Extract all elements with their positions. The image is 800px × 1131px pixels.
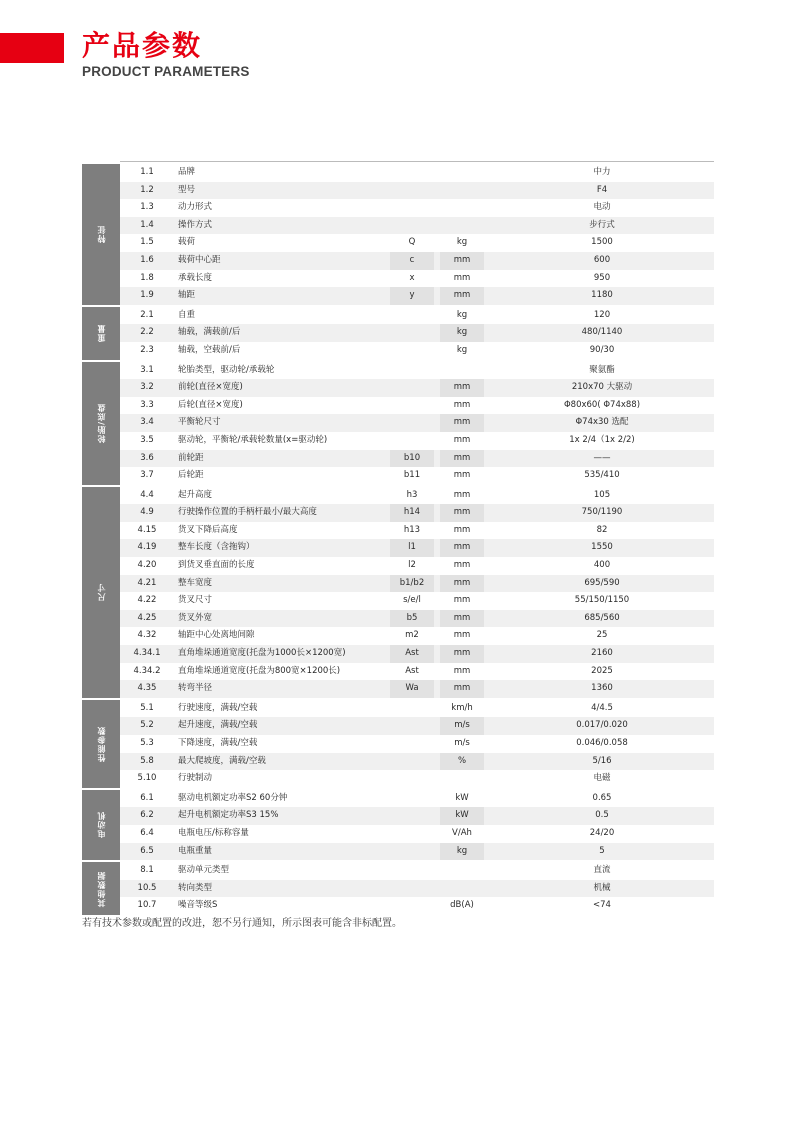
row-number: 8.1 xyxy=(140,865,154,876)
row-parameter: 直角堆垛通道宽度(托盘为1000长×1200宽) xyxy=(178,648,346,659)
row-unit: mm xyxy=(440,627,484,645)
row-value: Φ80x60( Φ74x88) xyxy=(563,399,641,410)
row-value: 0.5 xyxy=(595,810,609,821)
table-row xyxy=(120,522,714,540)
row-symbol: h3 xyxy=(390,487,434,505)
row-number: 6.1 xyxy=(140,792,154,803)
row-parameter: 驱动轮，平衡轮/承载轮数量(x=驱动轮) xyxy=(178,434,328,445)
row-unit: mm xyxy=(440,680,484,698)
row-number: 5.8 xyxy=(140,755,154,766)
row-parameter: 操作方式 xyxy=(178,219,213,230)
row-value: 25 xyxy=(596,630,608,641)
spec-group xyxy=(82,790,714,860)
row-value: 电动 xyxy=(593,202,611,213)
row-unit: kg xyxy=(440,307,484,325)
row-parameter: 轴载，满载前/后 xyxy=(178,327,241,338)
row-value: 600 xyxy=(593,254,611,265)
row-value: 90/30 xyxy=(589,344,615,355)
row-unit: mm xyxy=(440,487,484,505)
table-row xyxy=(120,897,714,915)
table-row xyxy=(120,663,714,681)
row-parameter: 后轮距 xyxy=(178,470,204,481)
row-unit: kg xyxy=(440,342,484,360)
row-unit: kg xyxy=(440,843,484,861)
table-row xyxy=(120,645,714,663)
table-row xyxy=(120,610,714,628)
row-number: 1.2 xyxy=(140,184,154,195)
row-value: —— xyxy=(593,452,611,463)
row-parameter: 动力形式 xyxy=(178,202,213,213)
row-unit: mm xyxy=(440,397,484,415)
row-number: 6.2 xyxy=(140,810,154,821)
row-unit: V/Ah xyxy=(440,825,484,843)
table-row xyxy=(120,557,714,575)
row-symbol: x xyxy=(390,270,434,288)
row-number: 4.22 xyxy=(137,595,157,606)
row-unit: dB(A) xyxy=(440,897,484,915)
table-row xyxy=(120,362,714,380)
group-label xyxy=(82,487,120,698)
table-row xyxy=(120,199,714,217)
group-label xyxy=(82,700,120,788)
row-parameter: 轴距中心处离地间隙 xyxy=(178,630,255,641)
row-number: 4.19 xyxy=(137,542,157,553)
row-unit: mm xyxy=(440,645,484,663)
table-row xyxy=(120,414,714,432)
row-number: 4.32 xyxy=(137,630,157,641)
row-parameter: 轴距 xyxy=(178,290,196,301)
table-row xyxy=(120,234,714,252)
row-symbol: s/e/l xyxy=(390,592,434,610)
row-symbol: b11 xyxy=(390,467,434,485)
row-number: 10.7 xyxy=(137,900,157,911)
row-number: 1.5 xyxy=(140,237,154,248)
group-label-text: 性能参数 xyxy=(96,725,106,762)
row-symbol: l1 xyxy=(390,539,434,557)
row-number: 2.2 xyxy=(140,327,154,338)
row-unit: mm xyxy=(440,522,484,540)
page-subtitle: PRODUCT PARAMETERS xyxy=(82,64,250,79)
row-unit: mm xyxy=(440,592,484,610)
row-value: Φ74x30 选配 xyxy=(575,417,629,428)
row-number: 4.25 xyxy=(137,612,157,623)
row-number: 3.2 xyxy=(140,382,154,393)
row-parameter: 品牌 xyxy=(178,167,196,177)
row-parameter: 电瓶重量 xyxy=(178,845,213,856)
group-label-text: 特征 xyxy=(96,225,106,244)
table-row xyxy=(120,379,714,397)
table-row xyxy=(120,735,714,753)
row-number: 1.6 xyxy=(140,254,154,265)
row-unit: m/s xyxy=(440,717,484,735)
row-value: 695/590 xyxy=(584,577,620,588)
row-number: 3.7 xyxy=(140,470,154,481)
row-unit: km/h xyxy=(440,700,484,718)
group-label-text: 尺寸 xyxy=(96,583,106,602)
group-rows xyxy=(120,164,714,305)
table-row xyxy=(120,862,714,880)
table-row xyxy=(120,270,714,288)
table-row xyxy=(120,217,714,235)
row-number: 3.5 xyxy=(140,434,154,445)
row-symbol: h14 xyxy=(390,504,434,522)
table-row xyxy=(120,592,714,610)
row-number: 4.15 xyxy=(137,524,157,535)
row-value: 4/4.5 xyxy=(591,702,613,713)
table-row xyxy=(120,164,714,182)
row-number: 4.34.1 xyxy=(133,648,161,659)
row-unit: mm xyxy=(440,287,484,305)
row-parameter: 平衡轮尺寸 xyxy=(178,417,221,428)
group-label-text: 重量 xyxy=(96,324,106,343)
row-value: 2160 xyxy=(591,648,613,659)
row-unit: mm xyxy=(440,467,484,485)
row-number: 1.9 xyxy=(140,290,154,301)
row-parameter: 直角堆垛通道宽度(托盘为800宽×1200长) xyxy=(178,665,341,676)
row-value: 55/150/1150 xyxy=(574,595,630,606)
row-value: 400 xyxy=(593,560,611,571)
row-value: 5 xyxy=(599,845,605,856)
row-value: F4 xyxy=(596,184,608,195)
row-value: 210x70 大驱动 xyxy=(571,382,633,393)
table-row xyxy=(120,753,714,771)
table-top-rule xyxy=(120,161,714,162)
table-row xyxy=(120,770,714,788)
group-rows xyxy=(120,362,714,485)
table-row xyxy=(120,182,714,200)
row-value: 电磁 xyxy=(593,773,611,784)
row-value: 步行式 xyxy=(589,219,615,230)
row-unit: mm xyxy=(440,414,484,432)
group-label-text: 电动机 xyxy=(96,811,106,839)
table-row xyxy=(120,252,714,270)
row-parameter: 轴载，空载前/后 xyxy=(178,344,241,355)
row-value: 1360 xyxy=(591,683,613,694)
row-number: 5.10 xyxy=(137,773,157,784)
row-symbol: b5 xyxy=(390,610,434,628)
row-symbol: m2 xyxy=(390,627,434,645)
table-row xyxy=(120,504,714,522)
table-row xyxy=(120,467,714,485)
row-parameter: 前轮距 xyxy=(178,452,204,463)
row-number: 5.3 xyxy=(140,738,154,748)
group-label-text: 轮胎/底盘 xyxy=(96,403,106,444)
spec-group xyxy=(82,362,714,485)
row-value: 聚氨酯 xyxy=(589,364,615,375)
row-value: 950 xyxy=(593,272,611,283)
row-value: 82 xyxy=(596,524,608,535)
row-symbol: l2 xyxy=(390,557,434,575)
row-symbol: c xyxy=(390,252,434,270)
row-symbol: b10 xyxy=(390,450,434,468)
row-parameter: 起升速度，满载/空载 xyxy=(178,720,258,731)
row-unit: mm xyxy=(440,504,484,522)
table-row xyxy=(120,397,714,415)
row-number: 5.1 xyxy=(140,702,154,713)
spec-group xyxy=(82,862,714,915)
row-unit: kg xyxy=(440,234,484,252)
row-number: 6.5 xyxy=(140,845,154,856)
row-symbol: Ast xyxy=(390,645,434,663)
row-parameter: 前轮(直径×宽度) xyxy=(178,382,243,393)
group-label-text: 其他数据 xyxy=(96,870,106,907)
row-parameter: 起升电机额定功率S3 15% xyxy=(178,810,279,821)
group-rows xyxy=(120,862,714,915)
table-row xyxy=(120,790,714,808)
row-parameter: 载荷中心距 xyxy=(178,254,221,265)
row-value: 1500 xyxy=(591,237,613,248)
group-rows xyxy=(120,790,714,860)
row-parameter: 噪音等级S xyxy=(178,900,218,911)
table-row xyxy=(120,700,714,718)
row-value: 0.65 xyxy=(592,792,612,803)
row-parameter: 整车长度（含拖钩） xyxy=(178,542,255,553)
row-value: 1550 xyxy=(591,542,613,553)
row-unit: mm xyxy=(440,557,484,575)
row-parameter: 到货叉垂直面的长度 xyxy=(178,560,255,571)
row-unit: mm xyxy=(440,252,484,270)
spec-group xyxy=(82,487,714,698)
table-row xyxy=(120,807,714,825)
row-value: 5/16 xyxy=(592,755,612,766)
row-number: 4.20 xyxy=(137,560,157,571)
row-parameter: 承载长度 xyxy=(178,272,213,283)
row-number: 4.34.2 xyxy=(133,665,161,676)
row-parameter: 驱动电机额定功率S2 60分钟 xyxy=(178,792,288,803)
table-row xyxy=(120,307,714,325)
row-number: 3.6 xyxy=(140,452,154,463)
table-row xyxy=(120,487,714,505)
row-number: 2.3 xyxy=(140,344,154,355)
row-parameter: 转向类型 xyxy=(178,882,213,893)
table-row xyxy=(120,717,714,735)
row-value: 535/410 xyxy=(584,470,620,481)
row-number: 10.5 xyxy=(137,882,157,893)
row-parameter: 自重 xyxy=(178,309,196,320)
row-unit: mm xyxy=(440,610,484,628)
row-symbol: h13 xyxy=(390,522,434,540)
row-symbol: Wa xyxy=(390,680,434,698)
group-label xyxy=(82,307,120,360)
row-parameter: 轮胎类型，驱动轮/承载轮 xyxy=(178,364,275,375)
row-number: 3.3 xyxy=(140,399,154,410)
group-label xyxy=(82,790,120,860)
row-unit: mm xyxy=(440,450,484,468)
row-parameter: 起升高度 xyxy=(178,489,213,500)
table-row xyxy=(120,627,714,645)
row-symbol: Ast xyxy=(390,663,434,681)
row-unit: kW xyxy=(440,807,484,825)
row-symbol: Q xyxy=(390,234,434,252)
row-number: 5.2 xyxy=(140,720,154,731)
row-parameter: 货叉尺寸 xyxy=(178,595,213,606)
row-number: 3.1 xyxy=(140,364,154,375)
spec-table xyxy=(82,161,714,915)
row-unit: mm xyxy=(440,663,484,681)
table-row xyxy=(120,539,714,557)
spec-group xyxy=(82,700,714,788)
row-parameter: 整车宽度 xyxy=(178,577,213,588)
row-unit: kW xyxy=(440,790,484,808)
row-parameter: 货叉外宽 xyxy=(178,612,213,623)
row-unit: m/s xyxy=(440,735,484,753)
row-value: 105 xyxy=(593,489,611,500)
row-unit: kg xyxy=(440,324,484,342)
row-unit: % xyxy=(440,753,484,771)
row-parameter: 载荷 xyxy=(178,237,196,248)
row-value: 机械 xyxy=(593,882,611,893)
row-value: 0.017/0.020 xyxy=(576,720,628,731)
header-accent-bar xyxy=(0,33,64,63)
row-unit: mm xyxy=(440,379,484,397)
row-value: 直流 xyxy=(593,865,611,876)
footnote: 若有技术参数或配置的改进，恕不另行通知，所示图表可能含非标配置。 xyxy=(82,918,402,929)
row-parameter: 行驶速度，满载/空载 xyxy=(178,702,258,713)
row-value: 2025 xyxy=(591,665,613,676)
row-value: 120 xyxy=(593,309,611,320)
group-label xyxy=(82,362,120,485)
group-rows xyxy=(120,487,714,698)
table-row xyxy=(120,432,714,450)
row-parameter: 型号 xyxy=(178,184,196,195)
row-value: 480/1140 xyxy=(581,327,623,338)
group-rows xyxy=(120,307,714,360)
table-row xyxy=(120,680,714,698)
row-parameter: 最大爬坡度，满载/空载 xyxy=(178,755,266,766)
row-parameter: 行驶制动 xyxy=(178,773,213,784)
row-unit: mm xyxy=(440,270,484,288)
row-symbol: y xyxy=(390,287,434,305)
row-value: 1x 2/4（1x 2/2) xyxy=(569,434,635,445)
table-row xyxy=(120,843,714,861)
row-value: 中力 xyxy=(593,167,611,177)
row-parameter: 后轮(直径×宽度) xyxy=(178,399,243,410)
row-value: 750/1190 xyxy=(581,507,623,518)
table-row xyxy=(120,287,714,305)
row-parameter: 行驶操作位置的手柄杆最小/最大高度 xyxy=(178,507,317,518)
table-row xyxy=(120,324,714,342)
row-unit: mm xyxy=(440,539,484,557)
row-value: 24/20 xyxy=(589,827,615,838)
group-rows xyxy=(120,700,714,788)
row-number: 4.35 xyxy=(137,683,157,694)
row-number: 2.1 xyxy=(140,309,154,320)
row-number: 4.9 xyxy=(140,507,154,518)
table-row xyxy=(120,450,714,468)
row-value: 0.046/0.058 xyxy=(576,738,628,748)
spec-group xyxy=(82,164,714,305)
row-parameter: 下降速度，满载/空载 xyxy=(178,738,258,748)
row-parameter: 货叉下降后高度 xyxy=(178,524,238,535)
row-number: 6.4 xyxy=(140,827,154,838)
row-value: 685/560 xyxy=(584,612,620,623)
row-number: 1.3 xyxy=(140,202,154,213)
row-number: 1.1 xyxy=(140,167,154,177)
group-label xyxy=(82,862,120,915)
table-row xyxy=(120,575,714,593)
table-row xyxy=(120,880,714,898)
row-number: 4.21 xyxy=(137,577,157,588)
row-unit: mm xyxy=(440,432,484,450)
row-symbol: b1/b2 xyxy=(390,575,434,593)
page-title: 产品参数 xyxy=(82,29,203,62)
row-parameter: 驱动单元类型 xyxy=(178,865,230,876)
spec-group xyxy=(82,307,714,360)
table-row xyxy=(120,342,714,360)
row-value: <74 xyxy=(593,900,611,911)
row-parameter: 电瓶电压/标称容量 xyxy=(178,827,249,838)
table-row xyxy=(120,825,714,843)
row-number: 3.4 xyxy=(140,417,154,428)
group-label xyxy=(82,164,120,305)
row-value: 1180 xyxy=(591,290,613,301)
row-number: 1.4 xyxy=(140,219,154,230)
row-unit: mm xyxy=(440,575,484,593)
row-parameter: 转弯半径 xyxy=(178,683,213,694)
row-number: 1.8 xyxy=(140,272,154,283)
row-number: 4.4 xyxy=(140,489,154,500)
